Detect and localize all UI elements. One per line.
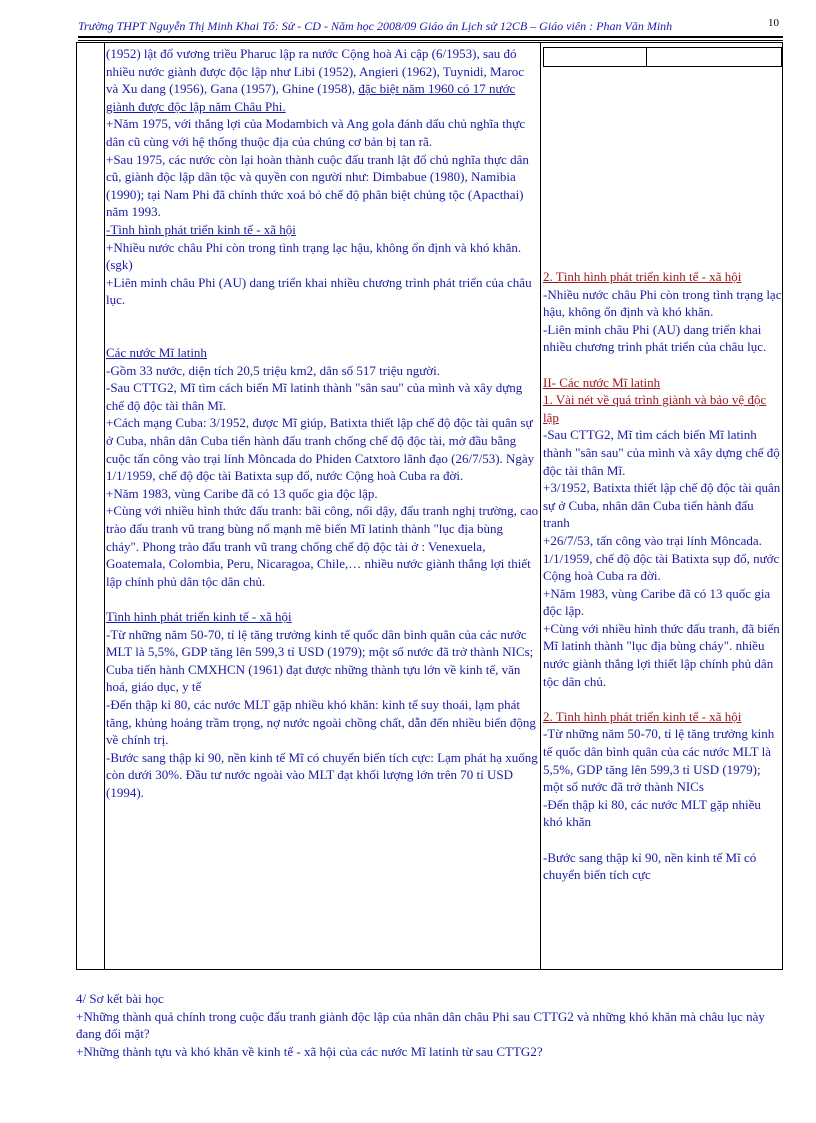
lesson-summary xyxy=(76,990,786,1060)
summary-title: 4/ Sơ kết bài học xyxy=(76,991,164,1006)
section-heading: 2. Tình hình phát triển kinh tế - xã hội xyxy=(543,708,742,724)
paragraph: +3/1952, Batixta thiết lập chế độ độc tài quân sự ở Cuba, nhân dân Cuba tiến hành đấu tranh xyxy=(543,480,781,531)
table-divider-left xyxy=(104,43,105,969)
paragraph: -Bước sang thập kỉ 90, nền kinh tế Mĩ có chuyển biến tích cực xyxy=(543,849,757,883)
paragraph: +Năm 1975, với thắng lợi của Modambich và Ang gola đánh dấu chủ nghĩa thực dân cũ cùng với hệ thống thuộc địa của chúng cơ bản bị tan rã. xyxy=(106,116,526,149)
paragraph: +Năm 1983, vùng Caribe đã có 13 quốc gia độc lập. xyxy=(106,485,378,501)
table-divider-right xyxy=(540,43,541,969)
page-number: 10 xyxy=(768,17,779,29)
paragraph: +Sau 1975, các nước còn lại hoàn thành cuộc đấu tranh lật đổ chủ nghĩa thực dân cũ, giành độc lập dân tộc và quyền con người như: Dimbabue (1980), Namibia (1990); tại Nam Phi đã chính thức xoá bỏ chế độ phân biệt chủng tộc (Apacthai) năm 1993. xyxy=(106,151,529,220)
paragraph: -Đến thập kỉ 80, các nước MLT gặp nhiều khó khăn xyxy=(543,796,761,830)
paragraph: -Từ những năm 50-70, tỉ lệ tăng trưởng kinh tế quốc dân bình quân của các nước MLT là 5,5%, GDP tăng lên 599,3 tỉ USD (1979); một số nước đã trở thành NICs xyxy=(543,726,775,795)
paragraph: (1952) lật đổ vương triều Pharuc lập ra nước Cộng hoà Ai cập (6/1953), sau đó nhiều nước giành được độc lập như Libi (1952), Angieri (1962), Tuynidi, Maroc và Xu dang (1956), Gana (1957), Ghine (1958), đặc biệt năm 1960 có 17 nước giành được độc lập năm Châu Phi. xyxy=(106,46,524,114)
section-heading: Các nước Mĩ latinh xyxy=(106,345,207,361)
paragraph: -Sau CTTG2, Mĩ tìm cách biến Mĩ latinh thành "sân sau" của mình và xây dựng chế độ độc tài thân Mĩ. xyxy=(106,380,523,413)
page-header xyxy=(78,19,783,37)
paragraph: -Sau CTTG2, Mĩ tìm cách biến Mĩ latinh thành "sân sau" của mình và xây dựng chế độ độc tài thân Mĩ. xyxy=(543,427,780,478)
header-text: Trường THPT Nguyễn Thị Minh Khai Tổ: Sử - CD - Năm học 2008/09 Giáo án Lịch sử 12CB – Giáo viên : Phan Văn Minh xyxy=(78,19,673,33)
right-column xyxy=(543,268,783,884)
paragraph: +Nhiều nước châu Phi còn trong tình trạng lạc hậu, không ổn định và khó khăn.(sgk) xyxy=(106,239,522,273)
mini-table xyxy=(543,47,782,67)
section-heading: 1. Vài nét về quá trình giành và bảo vệ độc lập xyxy=(543,392,767,425)
paragraph: +Cùng với nhiều hình thức đấu tranh: bãi công, nổi dậy, đấu tranh nghị trường, cao trào đấu tranh vũ trang bùng nổ mạnh mẽ biến Mĩ latinh thành "lục địa bùng cháy". Phong trào đấu tranh vũ trang chống chế độ độc tài ở : Venexuela, Goatemala, Colombia, Peru, Nicaragoa, Chile,… nhiều nước giành thắng lợi thiết lập chính phủ dân tộc dân chủ. xyxy=(106,503,539,589)
paragraph: -Liên minh châu Phi (AU) dang triển khai nhiều chương trình phát triển của châu lục. xyxy=(543,321,767,355)
paragraph: +26/7/53, tấn công vào trại lính Môncada. 1/1/1959, chế độ độc tài Batixta sụp đổ, nước Cộng hoà Cuba ra đời. xyxy=(543,532,780,584)
paragraph: -Gồm 33 nước, diện tích 20,5 triệu km2, dân số 517 triệu người. xyxy=(106,362,441,378)
lesson-table xyxy=(76,42,783,970)
paragraph: +Liên minh châu Phi (AU) dang triển khai nhiều chương trình phát triển của châu lục. xyxy=(106,274,532,308)
summary-question: +Những thành quả chính trong cuộc đấu tranh giành độc lập của nhân dân châu Phi sau CTTG2 và những khó khăn mà châu lục này đang đối mặt? xyxy=(76,1008,765,1042)
section-heading: 2. Tình hình phát triển kinh tế - xã hội xyxy=(543,269,742,284)
section-heading: -Tình hình phát triển kinh tế - xã hội xyxy=(106,221,296,237)
summary-question: +Những thành tựu và khó khăn về kinh tế - xã hội của các nước Mĩ latinh từ sau CTTG2? xyxy=(76,1043,543,1059)
paragraph: +Năm 1983, vùng Caribe đã có 13 quốc gia độc lập. xyxy=(543,585,771,619)
section-heading: II- Các nước Mĩ latinh xyxy=(543,374,661,390)
left-column xyxy=(106,45,539,802)
header-rule xyxy=(78,36,783,38)
paragraph: +Cùng với nhiều hình thức đấu tranh, đã biến Mĩ latinh thành "lục địa bùng cháy". nhiều nước giành thắng lợi thiết lập chính phủ dân tộc dân chủ. xyxy=(543,620,780,689)
paragraph: +Cách mạng Cuba: 3/1952, được Mĩ giúp, Batixta thiết lập chế độ độc tài quân sự ở Cuba, nhân dân Cuba tiến hành đấu tranh chống chế độ độc tài, mở đầu bằng cuộc tấn công vào trại lính Môncada do Phiden Catxtoro lãnh đạo (26/7/53). Ngày 1/1/1959, chế độ độc tài Batixta sụp đổ, nước Cộng hoà Cuba ra đời. xyxy=(106,415,535,484)
paragraph: -Bước sang thập kỉ 90, nền kinh tế Mĩ có chuyển biến tích cực: Lạm phát hạ xuống còn dưới 30%. Đầu tư nước ngoài vào MLT đạt khối lượng lớn trên 70 tỉ USD (1994). xyxy=(106,749,538,800)
section-heading: Tình hình phát triển kinh tế - xã hội xyxy=(106,609,292,624)
header-rule-thin xyxy=(78,40,783,41)
paragraph: -Đến thập kỉ 80, các nước MLT gặp nhiều khó khăn: kinh tế suy thoái, lạm phát tăng, khủng hoảng trầm trọng, nợ nước ngoài chồng chất, dẫn đến nhiều biến động về chính trị. xyxy=(106,696,536,748)
paragraph: -Từ những năm 50-70, tỉ lệ tăng trưởng kinh tế quốc dân bình quân của các nước MLT là 5,5%, GDP tăng lên 599,3 tỉ USD (1979); một số nước đã trở thành NICs; Cuba tiến hành CMXHCN (1961) đạt được những thành tựu lớn về kinh tế, văn hoá, giáo dục, y tế xyxy=(106,626,534,695)
paragraph: -Nhiều nước châu Phi còn trong tình trạng lạc hậu, không ổn định và khó khăn. xyxy=(543,286,782,320)
